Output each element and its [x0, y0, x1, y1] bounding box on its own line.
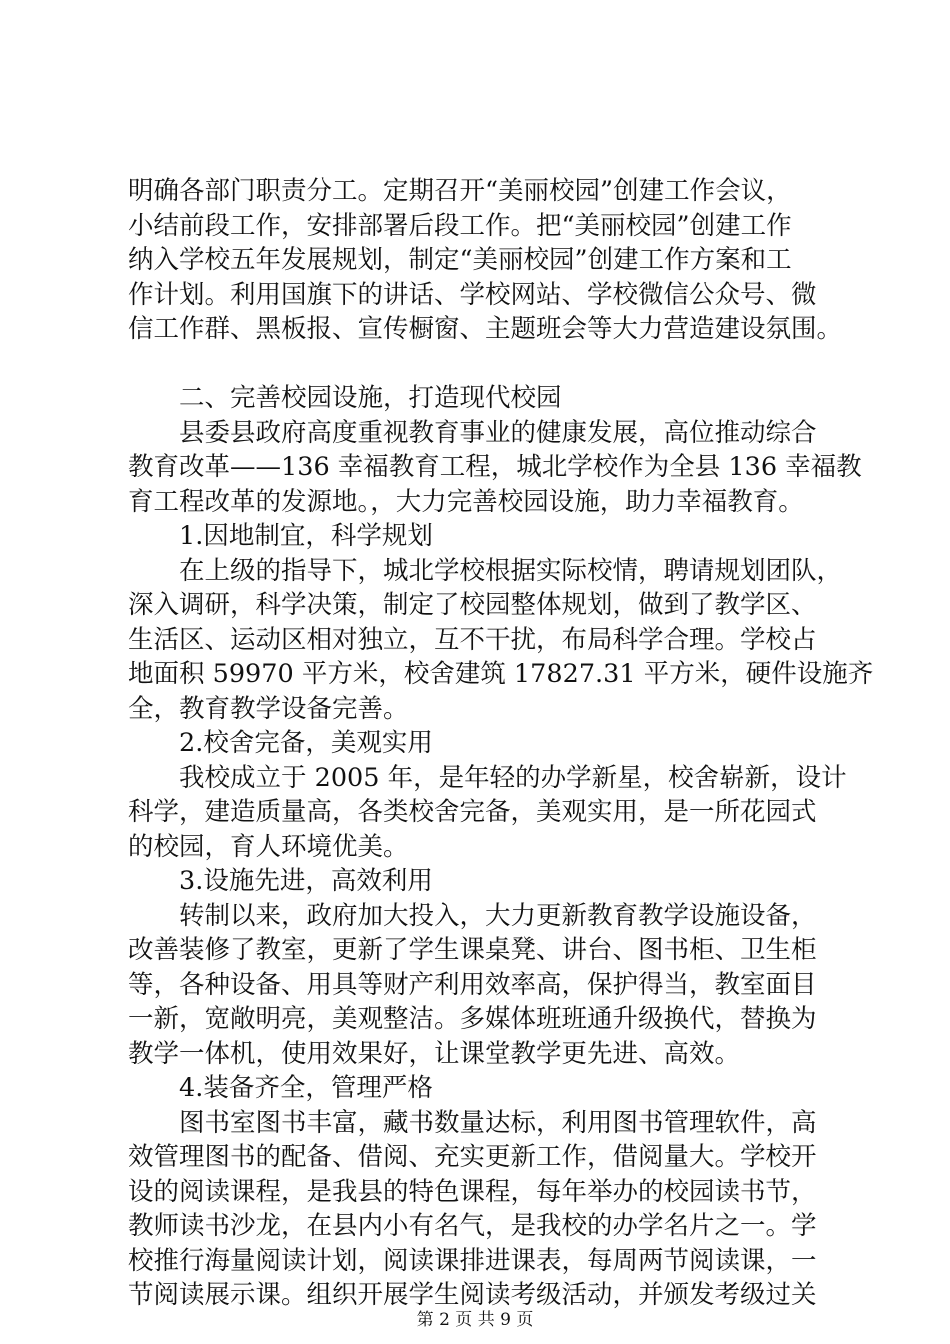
- text-line: 信工作群、黑板报、宣传橱窗、主题班会等大力营造建设氛围。: [128, 314, 843, 344]
- text-line: 等，各种设备、用具等财产利用效率高，保护得当，教室面目: [128, 969, 817, 1000]
- text-line: 作计划。利用国旗下的讲话、学校网站、学校微信公众号、微: [128, 279, 817, 310]
- text-line: 图书室图书丰富，藏书数量达标，利用图书管理软件，高: [128, 1107, 817, 1138]
- subsection-heading: 2.校舍完备，美观实用: [128, 728, 433, 758]
- text-line: 明确各部门职责分工。定期召开“美丽校园”创建工作会议，: [128, 176, 792, 206]
- text-line: 科学，建造质量高，各类校舍完备，美观实用，是一所花园式: [128, 797, 817, 827]
- text-line: 改善装修了教室，更新了学生课桌凳、讲台、图书柜、卫生柜: [128, 935, 817, 965]
- text-line: 一新，宽敞明亮，美观整洁。多媒体班班通升级换代，替换为: [128, 1004, 817, 1034]
- text-line: 的校园，育人环境优美。: [128, 831, 409, 862]
- text-line: 节阅读展示课。组织开展学生阅读考级活动，并颁发考级过关: [128, 1280, 817, 1310]
- text-line: 全，教育教学设备完善。: [128, 693, 409, 724]
- subsection-heading: 4.装备齐全，管理严格: [128, 1073, 433, 1103]
- text-line: 深入调研，科学决策，制定了校园整体规划，做到了教学区、: [128, 590, 817, 620]
- text-line: 转制以来，政府加大投入，大力更新教育教学设施设备，: [128, 900, 817, 931]
- text-line: 我校成立于 2005 年，是年轻的办学新星，校舍崭新，设计: [128, 762, 847, 793]
- text-line: 地面积 59970 平方米，校舍建筑 17827.31 平方米，硬件设施齐: [128, 659, 874, 689]
- text-line: 教育改革——136 幸福教育工程，城北学校作为全县 136 幸福教: [128, 452, 862, 482]
- text-line: 效管理图书的配备、借阅、充实更新工作，借阅量大。学校开: [128, 1142, 817, 1172]
- text-line: 教学一体机，使用效果好，让课堂教学更先进、高效。: [128, 1038, 741, 1069]
- text-line: 设的阅读课程，是我县的特色课程，每年举办的校园读书节，: [128, 1176, 817, 1207]
- document-body: [128, 174, 874, 1313]
- text-line: 育工程改革的发源地。，大力完善校园设施，助力幸福教育。: [128, 486, 804, 517]
- subsection-heading: 3.设施先进，高效利用: [128, 866, 433, 896]
- section-heading: 二、完善校园设施，打造现代校园: [128, 383, 562, 413]
- text-line: 校推行海量阅读计划，阅读课排进课表，每周两节阅读课，一: [128, 1245, 817, 1276]
- subsection-heading: 1.因地制宜，科学规划: [128, 521, 433, 551]
- text-line: 县委县政府高度重视教育事业的健康发展，高位推动综合: [128, 417, 817, 448]
- text-line: 生活区、运动区相对独立，互不干扰，布局科学合理。学校占: [128, 624, 817, 655]
- blank-line: [128, 347, 840, 382]
- text-line: 小结前段工作，安排部署后段工作。把“美丽校园”创建工作: [128, 210, 792, 241]
- text-line: 在上级的指导下，城北学校根据实际校情，聘请规划团队，: [128, 555, 843, 586]
- text-line: 纳入学校五年发展规划，制定“美丽校园”创建工作方案和工: [128, 245, 792, 275]
- page-number-footer: 第 2 页 共 9 页: [416, 1310, 534, 1330]
- text-line: 教师读书沙龙，在县内小有名气，是我校的办学名片之一。学: [128, 1211, 817, 1241]
